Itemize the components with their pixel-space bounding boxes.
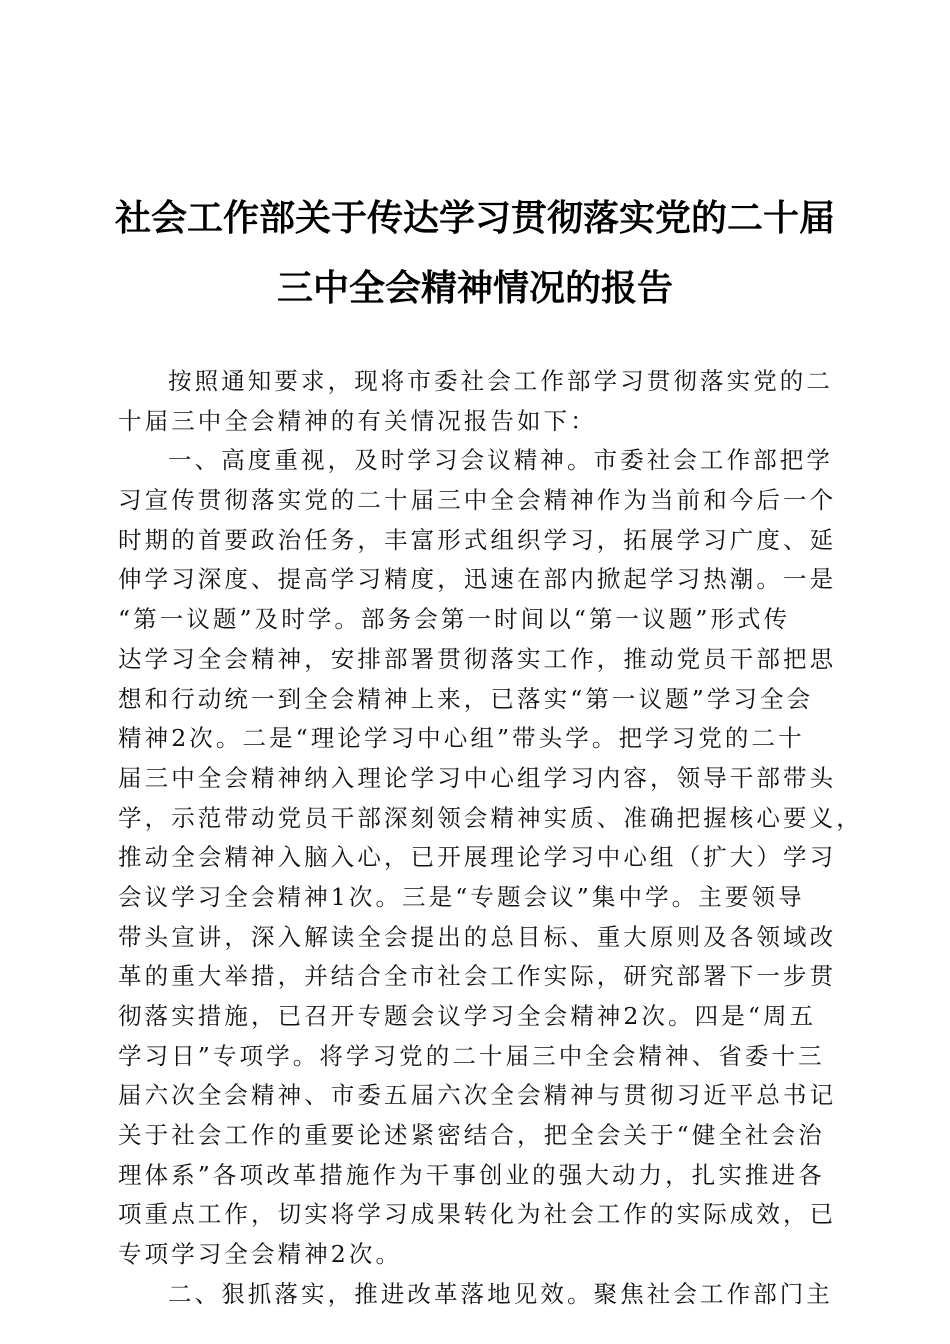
body-line: 达学习全会精神，安排部署贯彻落实工作，推动党员干部把思: [118, 644, 837, 673]
body-line: 会议学习全会精神1次。三是“专题会议”集中学。主要领导: [118, 882, 805, 911]
body-line: 专项学习全会精神2次。: [118, 1240, 403, 1269]
body-line: 彻落实措施，已召开专题会议学习全会精神2次。四是“周五: [118, 1002, 817, 1030]
body-line: 带头宣讲，深入解读全会提出的总目标、重大原则及各领域改: [118, 922, 837, 951]
body-line: 伸学习深度、提高学习精度，迅速在部内掀起学习热潮。一是: [118, 565, 837, 594]
body-line: 精神2次。二是“理论学习中心组”带头学。把学习党的二十: [118, 724, 805, 753]
body-line: 项重点工作，切实将学习成果转化为社会工作的实际成效，已: [118, 1200, 837, 1229]
body-line: “第一议题”及时学。部务会第一时间以“第一议题”形式传: [118, 605, 791, 634]
body-line: 届六次全会精神、市委五届六次全会精神与贯彻习近平总书记: [118, 1081, 837, 1110]
body-line: 十届三中全会精神的有关情况报告如下：: [118, 406, 597, 435]
body-line: 革的重大举措，并结合全市社会工作实际，研究部署下一步贯: [118, 962, 837, 991]
document-title-line-1: 社会工作部关于传达学习贯彻落实党的二十届: [114, 197, 835, 239]
body-line: 时期的首要政治任务，丰富形式组织学习，拓展学习广度、延: [118, 525, 837, 554]
body-line: 理体系”各项改革措施作为干事创业的强大动力，扎实推进各: [118, 1160, 825, 1189]
body-line: 学，示范带动党员干部深刻领会精神实质、准确把握核心要义，: [118, 803, 863, 832]
body-line: 二、狠抓落实，推进改革落地见效。聚焦社会工作部门主: [168, 1279, 833, 1308]
body-line: 按照通知要求，现将市委社会工作部学习贯彻落实党的二: [168, 367, 833, 395]
document-body: [118, 362, 863, 1315]
body-line: 关于社会工作的重要论述紧密结合，把全会关于“健全社会治: [118, 1121, 825, 1150]
body-line: 想和行动统一到全会精神上来，已落实“第一议题”学习全会: [118, 684, 814, 713]
body-line: 一、高度重视，及时学习会议精神。市委社会工作部把学: [168, 446, 833, 475]
body-line: 习宣传贯彻落实党的二十届三中全会精神作为当前和今后一个: [118, 486, 837, 515]
body-line: 届三中全会精神纳入理论学习中心组学习内容，领导干部带头: [118, 763, 837, 792]
body-line: 推动全会精神入脑入心，已开展理论学习中心组（扩大）学习: [118, 843, 837, 872]
document-title-line-2: 三中全会精神情况的报告: [276, 267, 673, 309]
body-line: 学习日”专项学。将学习党的二十届三中全会精神、省委十三: [118, 1041, 825, 1070]
